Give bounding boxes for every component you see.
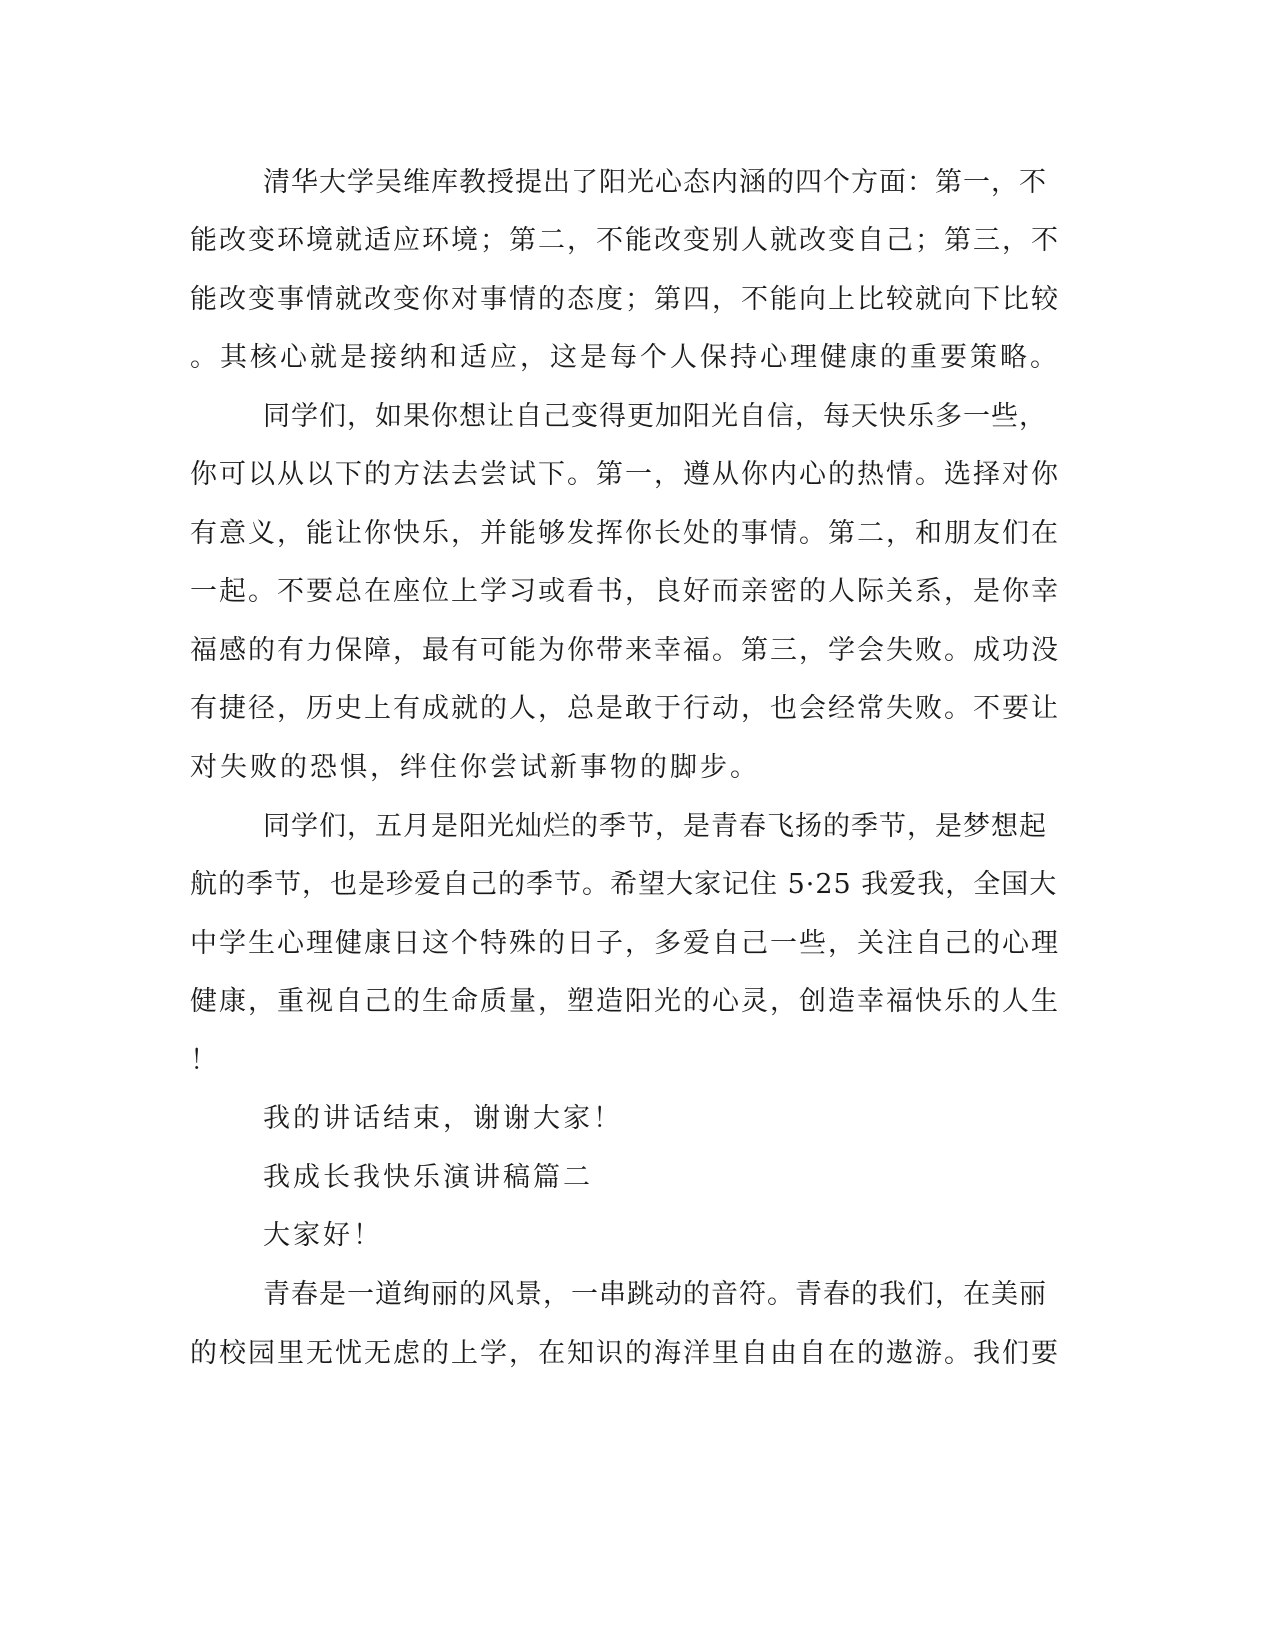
- text-line: 同学们，如果你想让自己变得更加阳光自信，每天快乐多一些，: [263, 401, 1047, 432]
- text-line: 青春是一道绚丽的风景，一串跳动的音符。青春的我们，在美丽: [263, 1279, 1047, 1310]
- text-line: 有捷径，历史上有成就的人，总是敢于行动，也会经常失败。不要让: [190, 693, 1060, 724]
- text-line: ！: [190, 1045, 220, 1076]
- text-line: 能改变环境就适应环境；第二，不能改变别人就改变自己；第三，不: [190, 225, 1060, 256]
- text-line: 中学生心理健康日这个特殊的日子，多爱自己一些，关注自己的心理: [190, 928, 1060, 959]
- text-line: 。其核心就是接纳和适应，这是每个人保持心理健康的重要策略。: [190, 342, 1060, 373]
- text-line: 清华大学吴维库教授提出了阳光心态内涵的四个方面：第一，不: [263, 167, 1047, 198]
- text-line: 能改变事情就改变你对事情的态度；第四，不能向上比较就向下比较: [190, 284, 1060, 315]
- text-line: 你可以从以下的方法去尝试下。第一，遵从你内心的热情。选择对你: [190, 459, 1060, 490]
- text-line: 的校园里无忧无虑的上学，在知识的海洋里自由自在的遨游。我们要: [190, 1338, 1060, 1369]
- text-line: 健康，重视自己的生命质量，塑造阳光的心灵，创造幸福快乐的人生: [190, 986, 1060, 1017]
- text-line: 我成长我快乐演讲稿篇二: [263, 1162, 593, 1193]
- text-line: 一起。不要总在座位上学习或看书，良好而亲密的人际关系，是你幸: [190, 576, 1060, 607]
- text-line: 大家好！: [263, 1220, 383, 1251]
- text-line: 同学们，五月是阳光灿烂的季节，是青春飞扬的季节，是梦想起: [263, 811, 1047, 842]
- text-line: 有意义，能让你快乐，并能够发挥你长处的事情。第二，和朋友们在: [190, 518, 1060, 549]
- text-line: 对失败的恐惧，绊住你尝试新事物的脚步。: [190, 752, 760, 783]
- text-line: 福感的有力保障，最有可能为你带来幸福。第三，学会失败。成功没: [190, 635, 1060, 666]
- text-line: 我的讲话结束，谢谢大家！: [263, 1103, 623, 1134]
- text-line: 航的季节，也是珍爱自己的季节。希望大家记住 5·25 我爱我，全国大: [190, 869, 1058, 900]
